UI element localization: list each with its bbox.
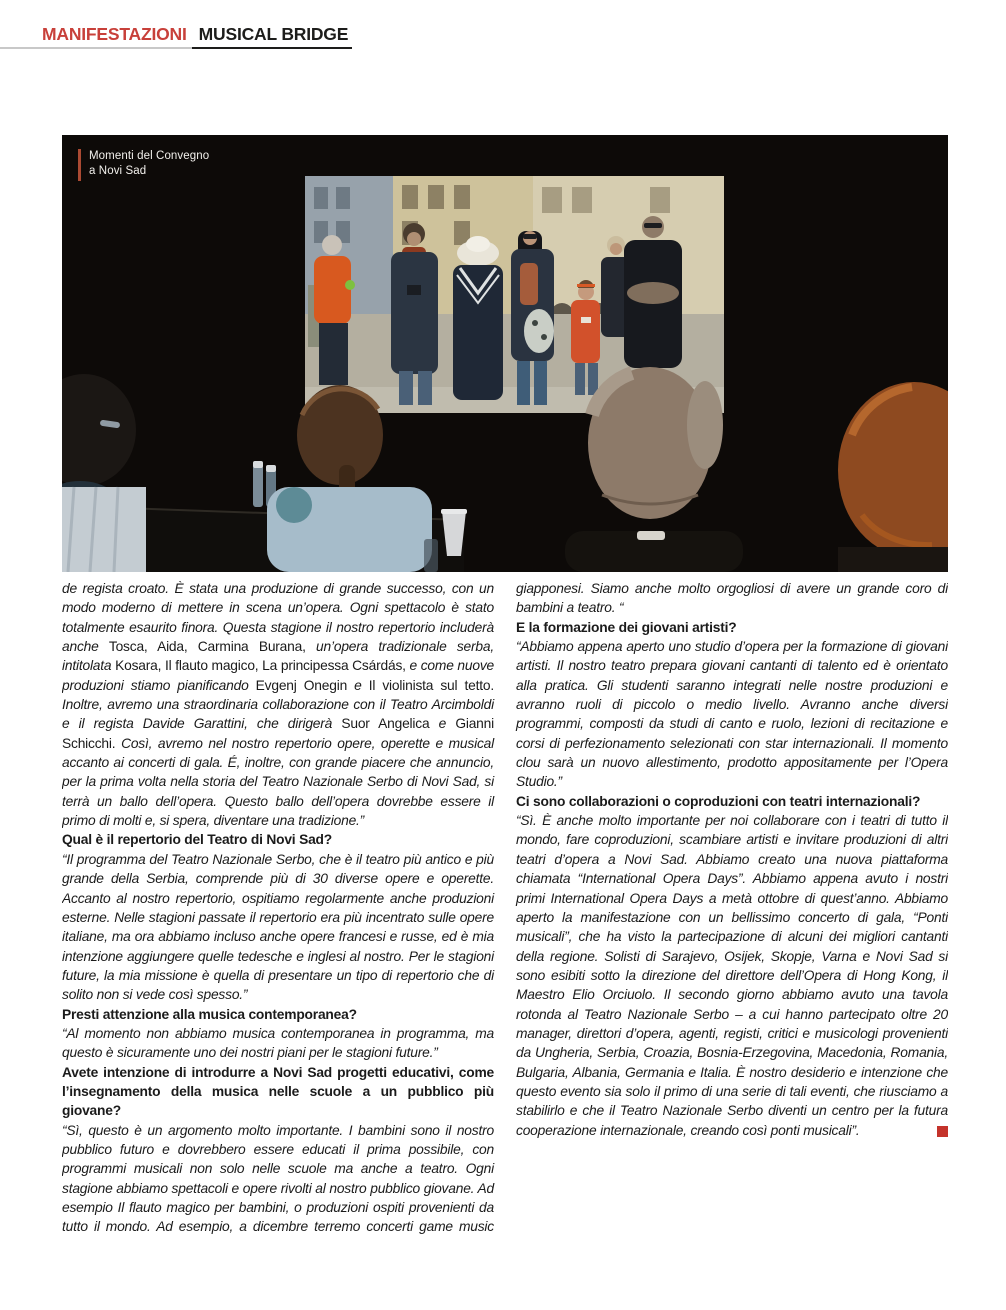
article-columns <box>62 579 948 1261</box>
interview-answer: de regista croato. È stata una produzione di grande successo, con un modo moderno di mettere in scena un’opera. Ogni spettacolo è stato totalmente esaurito finora. Questa stagione il nostro repertorio includerà anche Tosca, Aida, Carmina Burana, un’opera tradizionale serba, intitolata Kosara, Il flauto magico, La principessa Csárdás, e come nuove produzioni stiamo pianificando Evgenj Onegin e Il violinista sul tetto. Inoltre, avremo una straordinaria collaborazione con il Teatro Arcimboldi e il regista Davide Garattini, che dirigerà Suor Angelica e Gianni Schicchi. Così, avremo nel nostro repertorio opere, operette e musical accanto ai concerti di gala. É, inoltre, con grande piacere che annuncio, per la prima volta nella storia del Teatro Nazionale Serbo di Novi Sad, si terrà un ballo dell’opera. Questo ballo dell’opera dovrebbe essere il primo di molti e, si spera, diventare una tradizione.” <box>62 581 494 829</box>
interview-answer: “Al momento non abbiamo musica contemporanea in programma, ma questo è sicuramente uno dei nostri piani per le stagioni future.” <box>62 1025 494 1061</box>
caption-line-1: Momenti del Convegno <box>89 150 210 162</box>
interview-question: Ci sono collaborazioni o coproduzioni con teatri internazionali? <box>516 793 921 809</box>
caption-line-2: a Novi Sad <box>89 165 147 177</box>
interview-answer: “Il programma del Teatro Nazionale Serbo, che è il teatro più antico e più grande della Serbia, comprende più di 30 diverse opere e operette. Accanto al nostro repertorio, ospitiamo regolarmente anche produzioni esterne. Nelle stagioni passate il repertorio era più incentrato sulle opere italiane, ma ora abbiamo incluso anche opere francesi e russe, ed è mia intenzione aggiungere quelle tedesche e inglesi al nostro. Per le stagioni future, la mia missione è quella di presentare un tipo di repertorio che di solito non si vede così spesso.” <box>62 851 494 1003</box>
conference-photo <box>62 135 948 572</box>
interview-question: Qual è il repertorio del Teatro di Novi Sad? <box>62 832 333 848</box>
end-of-article-marker <box>937 1126 948 1137</box>
interview-question: Presti attenzione alla musica contemporanea? <box>62 1006 357 1022</box>
section-kicker: MANIFESTAZIONI <box>0 24 192 49</box>
conference-photo-illustration <box>62 135 948 572</box>
interview-answer: “Sì. È anche molto importante per noi collaborare con i teatri di tutto il mondo, fare coproduzioni, scambiare artisti e invitare produzioni di altri teatri d’opera a Novi Sad. Abbiamo creato una nuova piattaforma chiamata “International Opera Days”. Abbiamo appena avuto i nostri primi International Opera Days a metà ottobre di quest’anno. Abbiamo aperto la manifestazione con un bellissimo concerto di gala, “Ponti musicali”, che ha visto la partecipazione di alcuni dei migliori cantanti della regione. Solisti di Sarajevo, Osijek, Skopje, Varna e Novi Sad si sono esibiti sotto la direzione del direttore dell’Opera di Hong Kong, il Maestro Elio Orciuolo. Il secondo giorno abbiamo avuto una tavola rotonda al Teatro Nazionale Serbo – a cui hanno partecipato oltre 20 manager, direttori d’opera, agenti, registi, critici e musicologi provenienti da Ungheria, Serbia, Croazia, Bosnia-Erzegovina, Macedonia, Romania, Bulgaria, Albania, Germania e Italia. È nostro desiderio e intenzione che questo evento sia solo il primo di una serie di tali eventi, che riusciamo a stabilirlo e che il Teatro Nazionale Serbo diventi un centro per la futura cooperazione internazionale, creando così ponti musicali”. <box>516 813 948 1138</box>
caption-accent-bar <box>78 149 81 181</box>
interview-question: E la formazione dei giovani artisti? <box>516 619 737 635</box>
interview-answer: “Abbiamo appena aperto uno studio d’opera per la formazione di giovani artisti. Il nostro teatro prepara giovani cantanti di talento ed è orientato alla pratica. Gli studenti saranno integrati nelle nostre produzioni e avranno ruoli di piccolo o medio livello. Avranno anche diversi programmi, composti da studi di canto e ruolo, lezioni di recitazione e corsi di perfezionamento selezionati con star internazionali. Il momento clou sarà un nuovo allestimento, prodotto appositamente per l’Opera Studio.” <box>516 639 948 790</box>
page-title: MUSICAL BRIDGE <box>192 24 353 49</box>
interview-answer: “Sì, questo è un argomento molto importante. I bambini sono il nostro pubblico futuro e dovrebbero essere educati il prima possibile, con programmi musicali non solo nelle scuole ma anche a teatro. Ogni stagione abbiamo spettacoli e opere rivolti al nostro pubblico giovane. Ad esempio Il flauto magico per bambini, o produzioni ospiti provenienti da tutto il mondo. Ad esempio, a dicembre terremo concerti game music giapponesi. Siamo anche molto orgogliosi di avere un grande coro di bambini a teatro. “ <box>62 581 948 1235</box>
photo-caption <box>78 149 209 181</box>
interview-question: Avete intenzione di introdurre a Novi Sad progetti educativi, come l’insegnamento della musica nelle scuole a un pubblico più giovane? <box>62 1064 494 1119</box>
page-header <box>0 24 352 49</box>
